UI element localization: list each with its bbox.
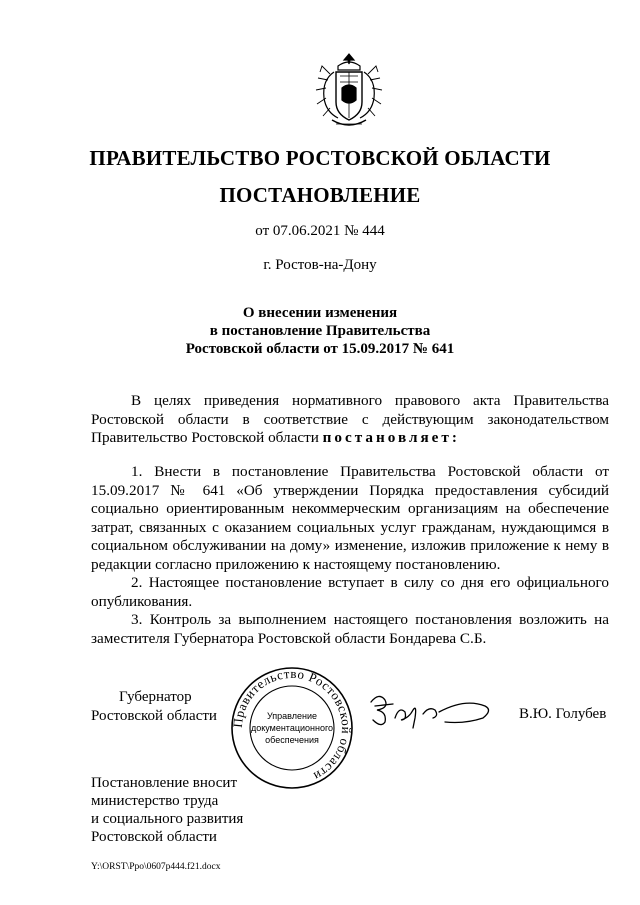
org-title: ПРАВИТЕЛЬСТВО РОСТОВСКОЙ ОБЛАСТИ <box>89 146 551 170</box>
stamp-line: Управление <box>266 711 318 721</box>
preamble <box>91 392 609 448</box>
decree-item-1: 1. Внести в постановление Правительства Ростовской области от 15.09.2017 № 641 «Об утверждении Порядка предоставления субсидий социально ориентированным некоммерческим организациям на обеспечение затрат, связанных с оказанием социальных услуг гражданам, нуждающимся в социальном обслуживании на дому» изменение, изложив приложение к нему в редакции согласно приложению к настоящему постановлению. <box>91 463 609 573</box>
subject-line: О внесении изменения <box>242 305 398 321</box>
signatory-title-line: Ростовской области <box>91 707 217 724</box>
submitter-line: Постановление вносит <box>91 775 238 791</box>
submitter-line: Ростовской области <box>91 829 217 845</box>
decree-item-3: 3. Контроль за выполнением настоящего постановления возложить на заместителя Губернатора Ростовской области Бондарева С.Б. <box>91 611 609 647</box>
submitter-line: и социального развития <box>91 811 244 827</box>
signatory-title <box>91 688 217 725</box>
handwritten-signature <box>365 688 495 734</box>
coat-of-arms-icon <box>314 52 384 130</box>
official-stamp <box>229 665 355 791</box>
decree-word: постановляет: <box>322 429 460 446</box>
document-city: г. Ростов-на-Дону <box>263 257 377 273</box>
stamp-ring-text: Правительство Ростовской области <box>229 665 355 785</box>
document-subject <box>0 304 640 358</box>
file-path: Y:\ORST\Ppo\0607p444.f21.docx <box>91 862 221 872</box>
submitter-line: министерство труда <box>91 793 219 809</box>
signatory-title-line: Губернатор <box>119 689 192 705</box>
subject-line: в постановление Правительства <box>209 323 431 339</box>
decree-item-2: 2. Настоящее постановление вступает в силу со дня его официального опубликования. <box>91 574 609 610</box>
signatory-name: В.Ю. Голубев <box>519 706 607 722</box>
stamp-line: документационного <box>250 723 334 733</box>
stamp-line: обеспечения <box>265 735 319 745</box>
subject-line: Ростовской области от 15.09.2017 № 641 <box>185 341 455 357</box>
submitter-note <box>91 774 243 846</box>
document-type: ПОСТАНОВЛЕНИЕ <box>219 183 421 207</box>
preamble-text: В целях приведения нормативного правового акта Правительства Ростовской области в соответствие с действующим законодательством Правительство Ростовской области <box>91 392 609 446</box>
decree-items <box>91 463 609 648</box>
preamble-paragraph <box>91 392 609 448</box>
document-date-number: от 07.06.2021 № 444 <box>255 223 385 239</box>
